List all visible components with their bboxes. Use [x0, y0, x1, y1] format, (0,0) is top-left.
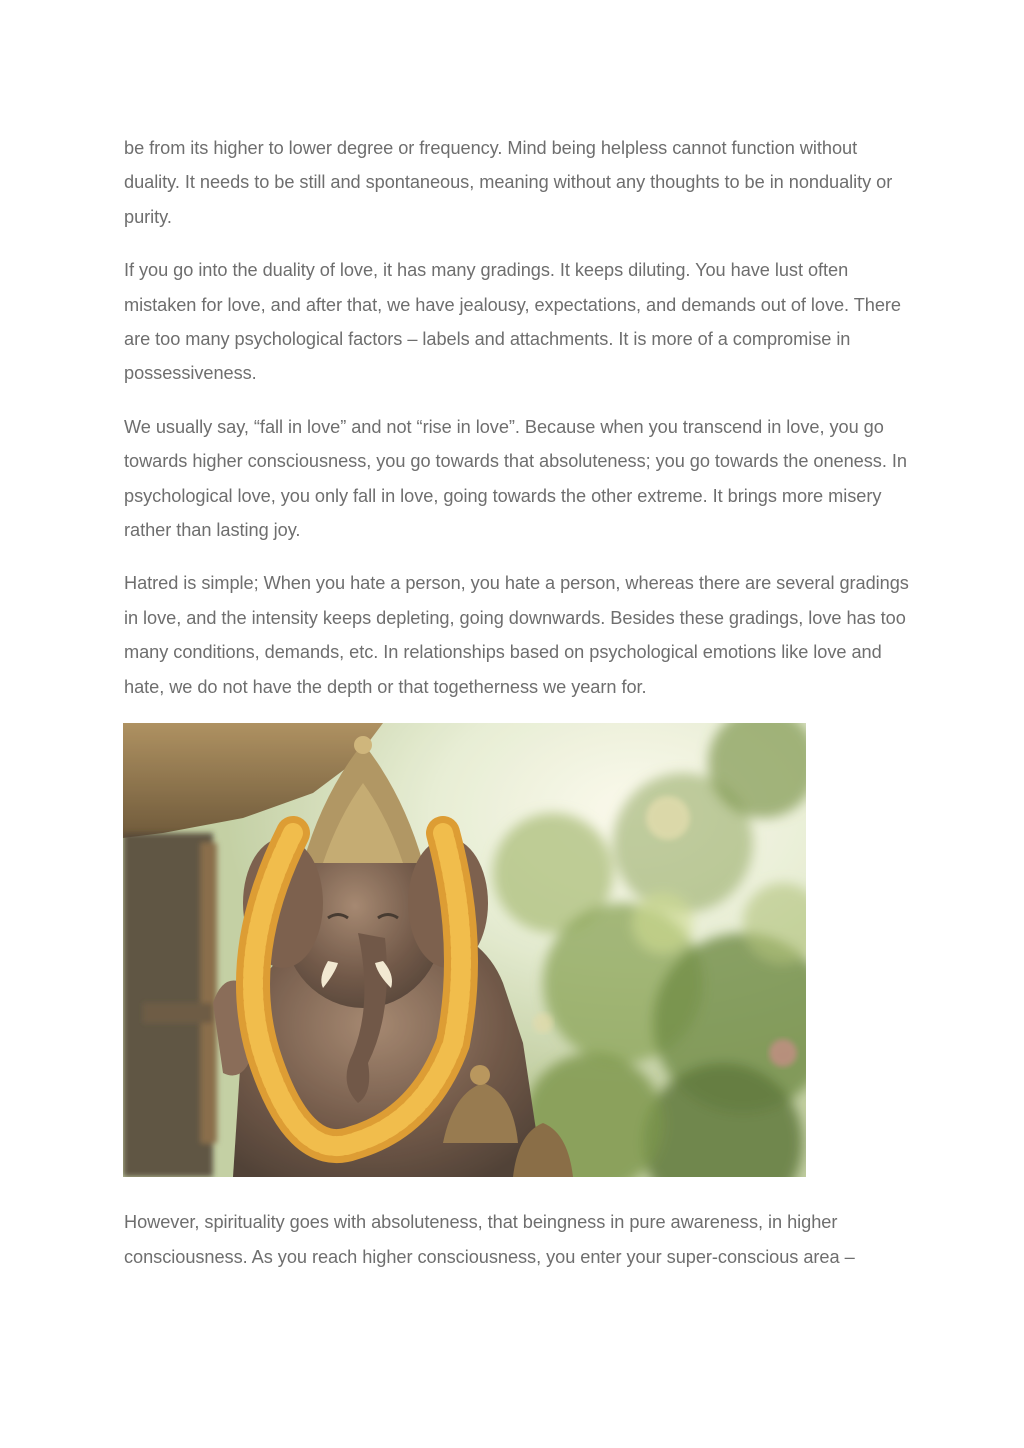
- ganesha-photo-illustration: [123, 723, 806, 1177]
- ganesha-photo: [123, 723, 806, 1177]
- document-page: [124, 131, 914, 1293]
- paragraph-3: We usually say, “fall in love” and not “rise in love”. Because when you transcend in love, you go towards higher consciousness, you go towards that absoluteness; you go towards the oneness. In psychological love, you only fall in love, going towards the other extreme. It brings more misery rather than lasting joy.: [124, 416, 907, 541]
- paragraph-4: Hatred is simple; When you hate a person, you hate a person, whereas there are several gradings in love, and the intensity keeps depleting, going downwards. Besides these gradings, love has too many conditions, demands, etc. In relationships based on psychological emotions like love and hate, we do not have the depth or that togetherness we yearn for.: [124, 573, 909, 697]
- paragraph-5: However, spirituality goes with absoluteness, that beingness in pure awareness, in higher consciousness. As you reach higher consciousness, you enter your super-conscious area –: [124, 1212, 855, 1267]
- paragraph-1: be from its higher to lower degree or frequency. Mind being helpless cannot function without duality. It needs to be still and spontaneous, meaning without any thoughts to be in nonduality or purity.: [124, 138, 893, 227]
- paragraph-2: If you go into the duality of love, it has many gradings. It keeps diluting. You have lust often mistaken for love, and after that, we have jealousy, expectations, and demands out of love. There are too many psychological factors – labels and attachments. It is more of a compromise in possessiveness.: [124, 260, 901, 384]
